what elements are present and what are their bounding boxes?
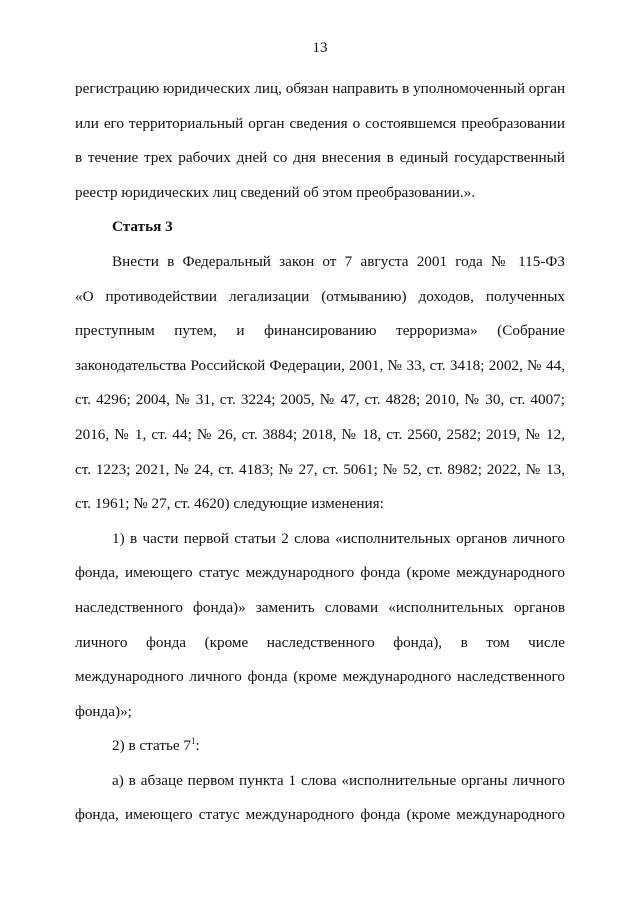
text-line: фонда, имеющего статус международного фонда (кроме международного bbox=[75, 806, 565, 824]
text-line: «О противодействии легализации (отмыванию) доходов, полученных bbox=[75, 287, 565, 305]
text-line: 2016, № 1, ст. 44; № 26, ст. 3884; 2018, № 18, ст. 2560, 2582; 2019, № 12, bbox=[75, 425, 565, 443]
text-line: наследственного фонда)» заменить словами «исполнительных органов bbox=[75, 598, 565, 616]
text-line: в течение трех рабочих дней со дня внесения в единый государственный bbox=[75, 149, 565, 167]
text-line: ст. 4296; 2004, № 31, ст. 3224; 2005, № 47, ст. 4828; 2010, № 30, ст. 4007; bbox=[75, 391, 565, 409]
text-line: 1) в части первой статьи 2 слова «исполнительных органов личного bbox=[112, 529, 565, 547]
article-heading: Статья 3 bbox=[112, 218, 173, 236]
text-line: реестр юридических лиц сведений об этом преобразовании.». bbox=[75, 183, 476, 201]
text-line: фонда, имеющего статус международного фонда (кроме международного bbox=[75, 564, 565, 582]
text-line: Внести в Федеральный закон от 7 августа 2001 года № 115-ФЗ bbox=[112, 252, 565, 270]
text-line: ст. 1961; № 27, ст. 4620) следующие изменения: bbox=[75, 495, 384, 513]
text-line: ст. 1223; 2021, № 24, ст. 4183; № 27, ст. 5061; № 52, ст. 8982; 2022, № 13, bbox=[75, 460, 565, 478]
text-line: личного фонда (кроме наследственного фонда), в том числе bbox=[75, 633, 565, 651]
text-line: законодательства Российской Федерации, 2001, № 33, ст. 3418; 2002, № 44, bbox=[75, 356, 565, 374]
text-line: или его территориальный орган сведения о состоявшемся преобразовании bbox=[75, 114, 565, 132]
item-2-superscript: 1 bbox=[191, 736, 196, 747]
document-body bbox=[75, 72, 565, 833]
item-2-line bbox=[75, 729, 565, 764]
text-line: регистрацию юридических лиц, обязан направить в уполномоченный орган bbox=[75, 80, 566, 97]
text-line: преступным путем, и финансированию терроризма» (Собрание bbox=[75, 322, 565, 340]
page-number: 13 bbox=[312, 40, 328, 56]
text-line: фонда)»; bbox=[75, 702, 132, 720]
item-2-prefix: 2) в статье 7 bbox=[112, 737, 192, 755]
text-line: международного личного фонда (кроме международного наследственного bbox=[75, 668, 565, 686]
item-2-suffix: : bbox=[195, 737, 200, 755]
text-line: а) в абзаце первом пункта 1 слова «исполнительные органы личного bbox=[112, 771, 565, 789]
